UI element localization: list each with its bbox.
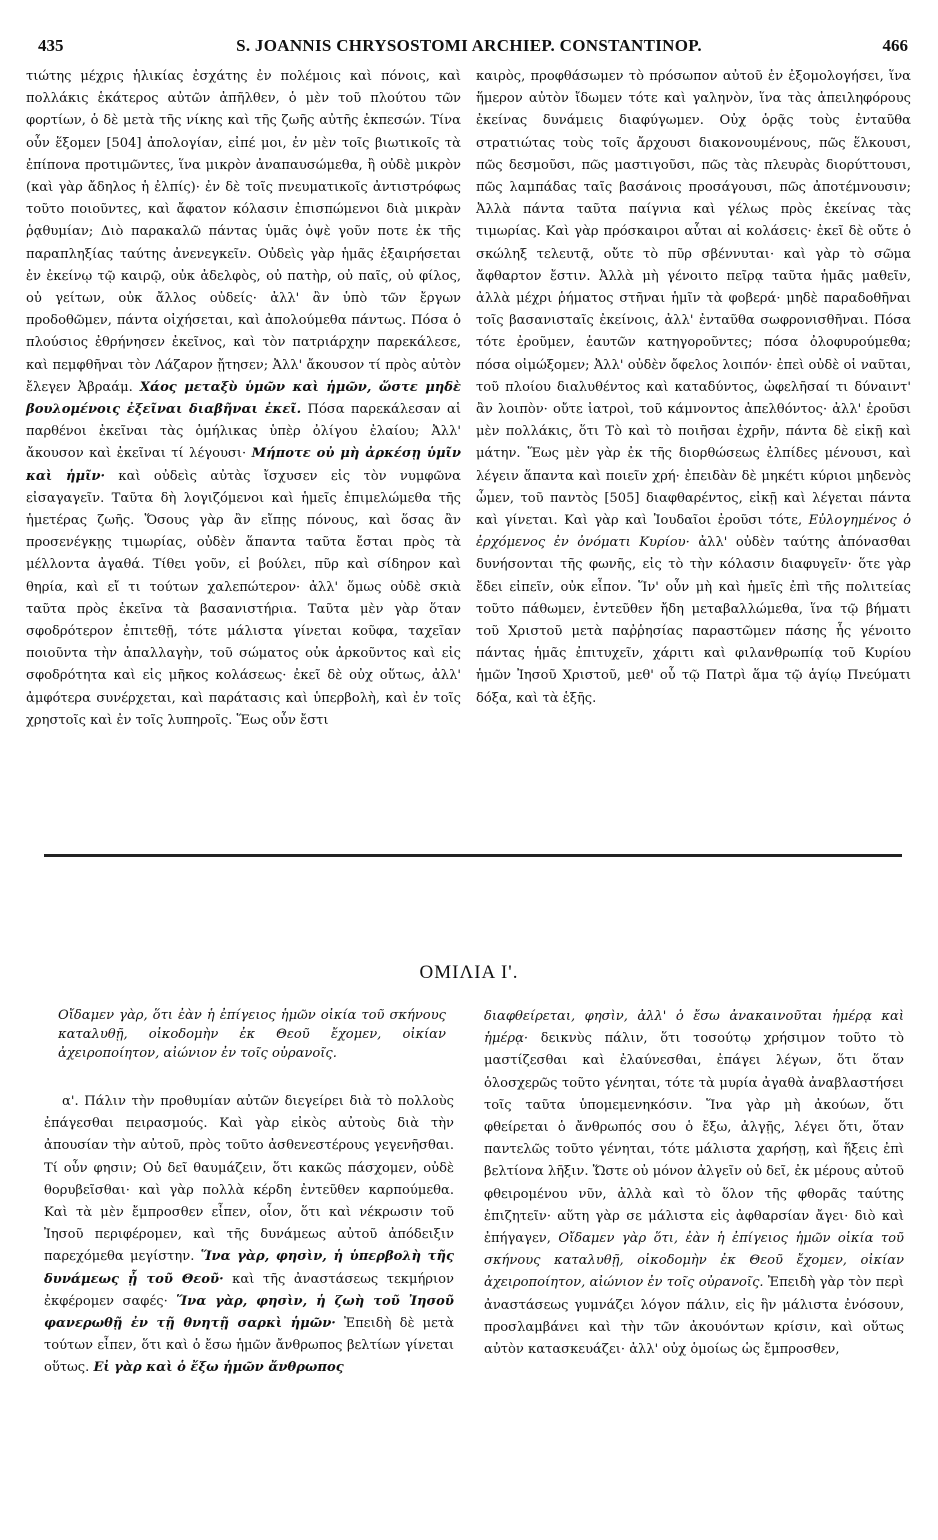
- text-run: ἀλλ' οὐδὲν ταύτης ἀπόνασθαι δυνήσονται τῆς φωνῆς, εἰς τὸ τὴν κόλασιν διαφυγεῖν· ὅτε γὰρ ἔδει εἰπεῖν, οὐκ εἶπον. Ἵν' οὖν μὴ καὶ ἡμεῖς ἐπὶ τῆς πολιτείας τοῦτο πάθωμεν, ἐντεῦθεν ἤδη μεταβαλλώμεθα, ἵνα τῷ βήματι τοῦ Χριστοῦ μετὰ παῤῥησίας παραστῶμεν πάσης ἧς γένοιτο πάντας ἡμᾶς ἐπιτυχεῖν, χάριτι καὶ φιλανθρωπίᾳ τοῦ Κυρίου ἡμῶν Ἰησοῦ Χριστοῦ, μεθ' οὗ τῷ Πατρὶ ἅμα τῷ ἁγίῳ Πνεύματι δόξα, καὶ τὰ ἑξῆς.: [476, 535, 912, 706]
- text-run: Πόσα παρεκάλεσαν αἱ παρθένοι ἐκεῖναι τὰς ὁμήλικας ὑπὲρ ὀλίγου ἐλαίου; Ἀλλ' ἄκουσον καὶ ἐκεῖναι τί λέγουσι·: [26, 402, 461, 462]
- paragraph: [476, 66, 911, 710]
- bottom-left-column: [44, 1006, 454, 1380]
- text-run: καὶ τῆς ἀναστάσεως τεκμήριον ἐκφέρομεν σαφές·: [44, 1271, 454, 1309]
- scripture-quote: Εὐλογημένος ὁ ἐρχόμενος ἐν ὀνόματι Κυρίου·: [476, 513, 911, 551]
- scripture-quote: Εἰ γὰρ καὶ ὁ ἔξω ἡμῶν ἄνθρωπος: [93, 1360, 344, 1376]
- text-run: τιώτης μέχρις ἡλικίας ἐσχάτης ἐν πολέμοις καὶ πόνοις, καὶ πολλάκις ἑκάτερος αὐτῶν ἀπῆλθεν, ὁ μὲν τοῦ πλούτου τῶν φορτίων, ὁ δὲ μετὰ τῆς νίκης καὶ τῆς ζωῆς αὐτῆς ἐκπεσών. Τίνα οὖν ἕξομεν [504] ἀπολογίαν, εἰπέ μοι, ἐν μὲν τοῖς βιωτικοῖς τὰ ἐπίπονα προτιμῶντες, ἵνα μικρὸν ἀναπαυσώμεθα, ἢ οὐδὲ μικρὸν (καὶ γὰρ ἄδηλος ἡ ἐλπίς)· ἐν δὲ τοῖς πνευματικοῖς ἀντιστρόφως τοῦτο ποιοῦντες, καὶ ἄφατον κόλασιν ἐπισπώμενοι διὰ μικρὰν ῥᾳθυμίαν; Διὸ παρακαλῶ πάντας ὑμᾶς ὀψὲ γοῦν ποτε ἐκ τῆς παραπληξίας ταύτης ἀνενεγκεῖν. Οὐδεὶς γὰρ ἡμᾶς ἐξαιρήσεται ἐν ἐκείνῳ τῷ καιρῷ, οὐκ ἀδελφὸς, οὐ πατὴρ, οὐ παῖς, οὐ φίλος, οὐ γείτων, οὐκ ἄλλος οὐδείς· ἀλλ' ἂν ὑπὸ τῶν ἔργων προδοθῶμεν, πάντα οἰχήσεται, καὶ ἀπολούμεθα πάντως. Πόσα ὁ πλούσιος ἐθρήνησεν ἐκεῖνος, καὶ τὸν πατριάρχην παρεκάλεσε, καὶ πεμφθῆναι τὸν Λάζαρον ᾔτησεν; Ἀλλ' ἄκουσον τί πρὸς αὐτὸν ἔλεγεν Ἀβραάμ.: [26, 69, 461, 395]
- running-title: S. JOANNIS CHRYSOSTOMI ARCHIEP. CONSTANTINOP.: [236, 36, 702, 55]
- scripture-quote: διαφθείρεται, φησὶν, ἀλλ' ὁ ἔσω ἀνακαινοῦται ἡμέρᾳ καὶ ἡμέρᾳ·: [484, 1009, 904, 1047]
- page-header: [28, 36, 910, 60]
- top-left-column: [26, 66, 461, 732]
- scripture-quote: Ἵνα γὰρ, φησὶν, ἡ ὑπερβολὴ τῆς δυνάμεως ᾖ τοῦ Θεοῦ·: [44, 1249, 454, 1287]
- page-number-left: 435: [38, 36, 64, 55]
- homily-title: ΟΜΙΛΙΑ Ι'.: [419, 962, 519, 983]
- scripture-quote: Μήποτε οὐ μὴ ἀρκέσῃ ὑμῖν καὶ ἡμῖν·: [26, 446, 461, 484]
- paragraph: [26, 66, 461, 732]
- text-run: δεικνὺς πάλιν, ὅτι τοσούτῳ χρήσιμον τοῦτο τὸ μαστίζεσθαι καὶ ἐλαύνεσθαι, ἐπάγει λέγων, ὅτι ὅταν ὁλοσχερῶς τοῦτο γένηται, τότε τὰ μυρία ἀγαθὰ ἀναβλαστήσει τοῖς ταῦτα ὑπομεμενηκόσιν. Ἵνα γὰρ μὴ ἀκούων, ὅτι φθείρεται ὁ ἄνθρωπός σου ὁ ἔξω, ἀλγῇς, λέγει ὅτι, ὅταν παντελῶς τοῦτο γένηται, τότε μάλιστα χαρήσῃ, καὶ ἥξεις ἐπὶ βελτίονα λῆξιν. Ὥστε οὐ μόνον ἀλγεῖν οὐ δεῖ, ἐκ μέρους αὐτοῦ φθειρομένου νῦν, ἀλλὰ καὶ τὸ ὅλον τῆς φθορᾶς ταύτης ἐπιζητεῖν· αὕτη γὰρ σε μάλιστα εἰς ἀφθαρσίαν ἄγει· διὸ καὶ ἐπήγαγεν,: [484, 1031, 904, 1247]
- text-run: καιρὸς, προφθάσωμεν τὸ πρόσωπον αὐτοῦ ἐν ἐξομολογήσει, ἵνα ἥμερον αὐτὸν ἴδωμεν τότε καὶ γαληνὸν, ἵνα τὰς ἀπειληφόρους ἐκείνας δυνάμεις διαφύγωμεν. Οὐχ ὁρᾷς τοὺς ἐνταῦθα στρατιώτας τοὺς τοῖς ἄρχουσι διακονουμένους, πῶς ἕλκουσι, πῶς δεσμοῦσι, πῶς μαστιγοῦσι, πῶς τὰς πλευρὰς διορύττουσι, πῶς λαμπάδας ταῖς βασάνοις προσάγουσι, πῶς ἀποτέμνουσιν; Ἀλλὰ πάντα ταῦτα παίγνια καὶ γέλως πρὸς ἐκείνας τὰς τιμωρίας. Καὶ γὰρ πρόσκαιροι αὗται αἱ κολάσεις· ἐκεῖ δὲ οὔτε ὁ σκώληξ τελευτᾷ, οὔτε τὸ πῦρ σβέννυται· καὶ γὰρ τὸ σῶμα ἄφθαρτον ἔστιν. Ἀλλὰ μὴ γένοιτο πεῖρᾳ ταῦτα ἡμᾶς μαθεῖν, ἀλλὰ μέχρι ῥήματος στῆναι ἡμῖν τὰ φοβερά· μηδὲ παραδοθῆναι τοῖς βασανισταῖς ἐκείνοις, ἀλλ' ἐνταῦθα σωφρονισθῆναι. Πόσα τότε ἐροῦμεν, ἑαυτῶν κατηγοροῦντες; πόσα ὀλοφυρούμεθα; πόσα οἰμώξομεν; Ἀλλ' οὐδὲν ὄφελος λοιπόν· ἐπεὶ οὐδὲ οἱ ναῦται, τοῦ πλοίου διαλυθέντος καὶ καταδύντος, ὠφελῆσαί τι δύναιντ' ἂν λοιπὸν· οὔτε ἰατροὶ, τοῦ κάμνοντος ἀπελθόντος· ἀλλ' ἐροῦσι μὲν πολλάκις, ὅτι Τὸ καὶ τὸ ποιῆσαι ἐχρῆν, πάντα δὲ εἰκῇ καὶ μάτην. Ἕως μὲν γὰρ ἐκ τῆς διορθώσεως ἐλπίδες μένουσι, καὶ λέγειν ἅπαντα καὶ ποιεῖν χρή· ἐπειδὰν δὲ μηκέτι κύριοι μηδενὸς ὦμεν, τοῦ παντὸς [505] διαφθαρέντος, εἰκῇ καὶ λέγεται πάντα καὶ γίνεται. Καὶ γὰρ καὶ Ἰουδαῖοι ἐροῦσι τότε,: [476, 69, 911, 529]
- scripture-quote: Ἵνα γὰρ, φησὶν, ἡ ζωὴ τοῦ Ἰησοῦ φανερωθῇ ἐν τῇ θνητῇ σαρκὶ ἡμῶν·: [44, 1293, 454, 1332]
- bottom-right-column: [484, 1006, 904, 1361]
- paragraph: [44, 1091, 454, 1380]
- text-run: Ἐπειδὴ δὲ μετὰ τούτων εἶπεν, ὅτι καὶ ὁ ἔσω ἡμῶν ἄνθρωπος βελτίων γίνεται οὕτως.: [44, 1316, 454, 1376]
- text-run: καὶ οὐδεὶς αὐτὰς ἴσχυσεν εἰς τὸν νυμφῶνα εἰσαγαγεῖν. Ταῦτα δὴ λογιζόμενοι καὶ ἡμεῖς ἐπιμελώμεθα τῆς ἡμετέρας ζωῆς. Ὅσους γὰρ ἂν εἴπῃς πόνους, καὶ ὅσας ἂν προσενέγκῃς τιμωρίας, οὐδὲν ἅπαντα ταῦτα ἔσται πρὸς τὰ μέλλοντα ἀγαθά. Τίθει γοῦν, εἰ βούλει, πῦρ καὶ σίδηρον καὶ θηρία, καὶ εἴ τι τούτων χαλεπώτερον· ἀλλ' ὅμως οὐδὲ σκιὰ ταῦτα πρὸς ἐκεῖνα τὰ βασανιστήρια. Ταῦτα μὲν γὰρ ὅταν σφοδρότερον ἐπιτεθῇ, τότε μάλιστα γίνεται κοῦφα, ταχεῖαν ποιοῦντα τὴν ἀπαλλαγὴν, τοῦ σώματος οὐκ ἀρκοῦντος καὶ εἰς σφοδρότητα καὶ εἰς μῆκος κολάσεως· ἐκεῖ δὲ οὐχ οὕτως, ἀλλ' ἀμφότερα συνέρχεται, καὶ παράτασις καὶ ὑπερβολὴ, καὶ ἐν τοῖς χρηστοῖς καὶ ἐν τοῖς λυπηροῖς. Ἕως οὖν ἔστι: [26, 468, 461, 728]
- section-divider: [44, 854, 902, 857]
- text-run: α'. Πάλιν τὴν προθυμίαν αὐτῶν διεγείρει διὰ τὸ πολλοὺς ἐπάγεσθαι πειρασμούς. Καὶ γὰρ εἰκὸς αὐτοὺς διὰ τὴν ἀπουσίαν τὴν αὐτοῦ, πρὸς τοῦτο ἀσθενεστέρους γεγενῆσθαι. Τί οὖν φησιν; Οὐ δεῖ θαυμάζειν, ὅτι κακῶς πάσχομεν, οὐδὲ θορυβεῖσθαι· καὶ γὰρ πολλὰ κέρδη ἐντεῦθεν καρπούμεθα. Καὶ τὰ μὲν ἔμπροσθεν εἶπεν, οἷον, ὅτι καὶ νέκρωσιν τοῦ Ἰησοῦ περιφέρομεν, καὶ τῆς δυνάμεως αὐτοῦ ἀπόδειξιν παρεχόμεθα μεγίστην.: [44, 1094, 454, 1265]
- page-number-right: 466: [882, 36, 908, 55]
- scripture-quote: Οἴδαμεν γὰρ ὅτι, ἐὰν ἡ ἐπίγειος ἡμῶν οἰκία τοῦ σκήνους καταλυθῇ, οἰκοδομὴν ἐκ Θεοῦ ἔχομεν, οἰκίαν ἀχειροποίητον, αἰώνιον ἐν τοῖς οὐρανοῖς.: [484, 1231, 904, 1291]
- paragraph: [484, 1006, 904, 1361]
- scripture-lemma: Οἴδαμεν γὰρ, ὅτι ἐὰν ἡ ἐπίγειος ἡμῶν οἰκία τοῦ σκήνους καταλυθῇ, οἰκοδομὴν ἐκ Θεοῦ ἔχομεν, οἰκίαν ἀχειροποίητον, αἰώνιον ἐν τοῖς οὐρανοῖς.: [58, 1008, 446, 1061]
- scripture-quote: Χάος μεταξὺ ὑμῶν καὶ ἡμῶν, ὥστε μηδὲ βουλομένοις ἐξεῖναι διαβῆναι ἐκεῖ.: [26, 379, 461, 418]
- text-run: Ἐπειδὴ γὰρ τὸν περὶ ἀναστάσεως γυμνάζει λόγον πάλιν, εἰς ἣν μάλιστα ἐνόσουν, προσλαμβάνει καὶ τὴν τῶν ἀκουόντων κρίσιν, καὶ οὕτως αὐτὸν κατασκευάζει· ἀλλ' οὐχ ὁμοίως ὡς ἔμπροσθεν,: [484, 1275, 904, 1358]
- top-right-column: [476, 66, 911, 710]
